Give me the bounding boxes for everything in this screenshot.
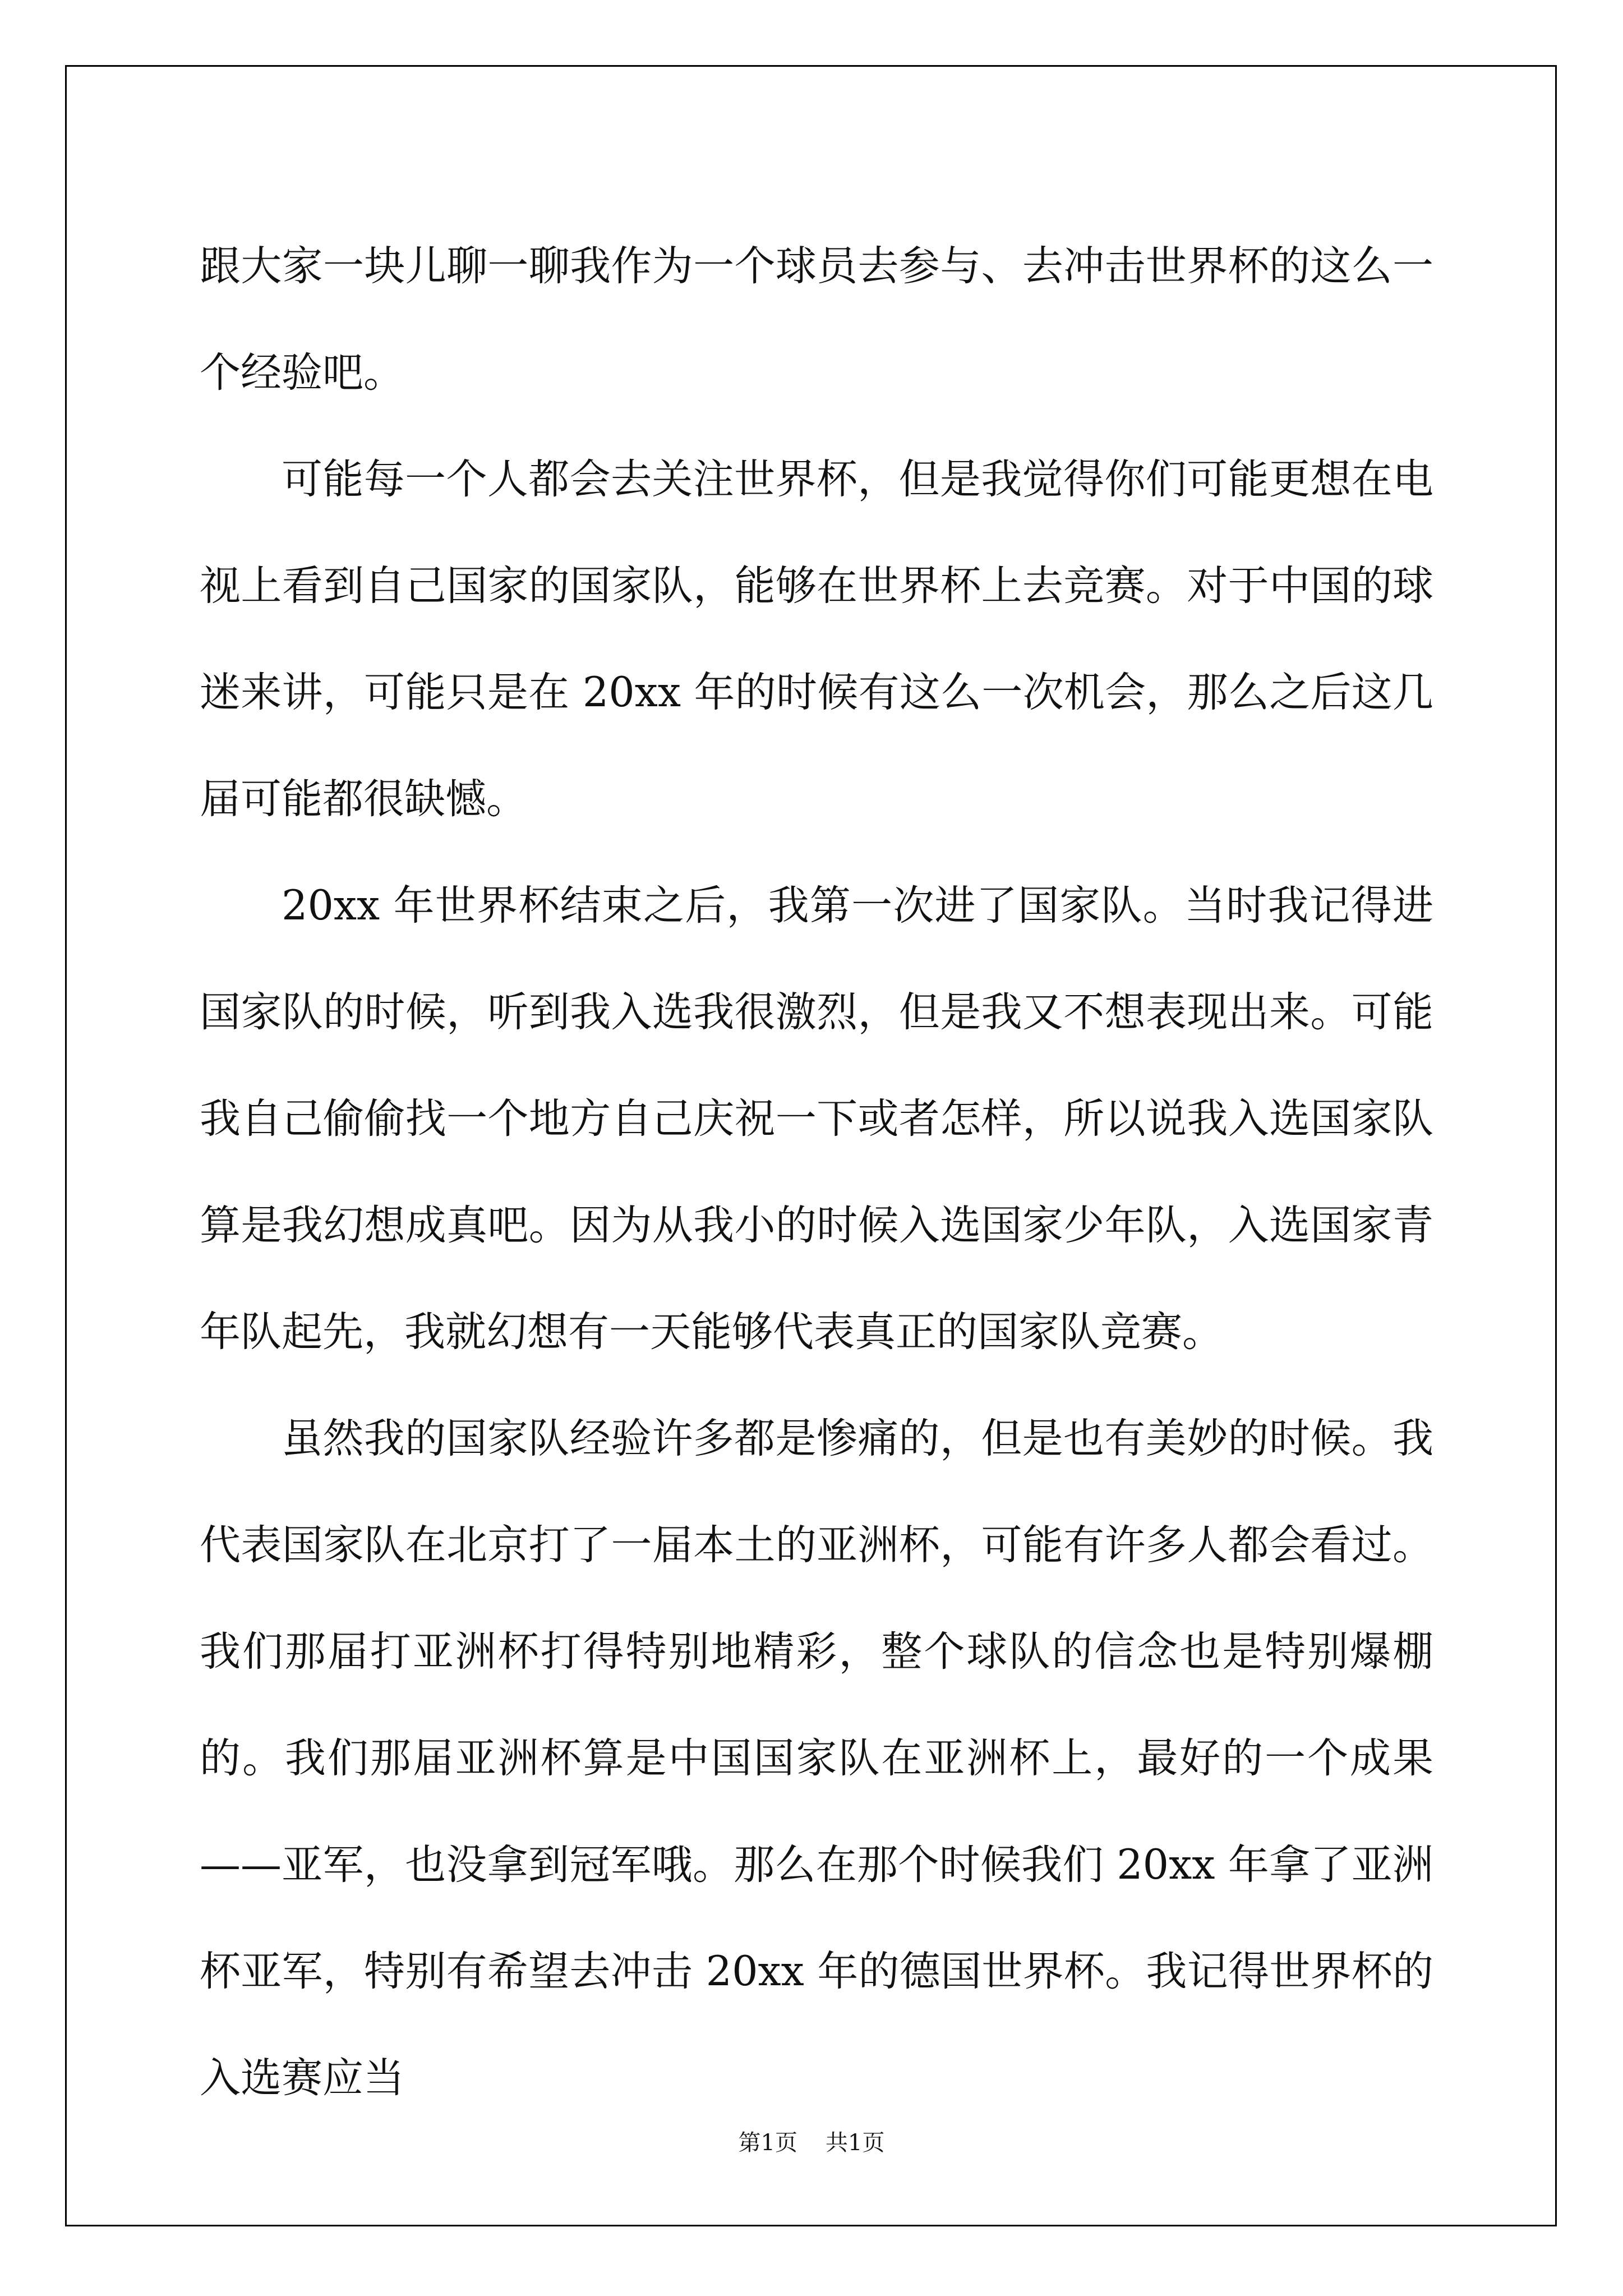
paragraph-3: 20xx 年世界杯结束之后，我第一次进了国家队。当时我记得进国家队的时候，听到我入选我很激烈，但是我又不想表现出来。可能我自己偷偷找一个地方自己庆祝一下或者怎样，所以说我入选国家队算是我幻想成真吧。因为从我小的时候入选国家少年队，入选国家青年队起先，我就幻想有一天能够代表真正的国家队竞赛。: [200, 882, 1433, 1356]
paragraph-2: 可能每一个人都会去关注世界杯，但是我觉得你们可能更想在电视上看到自己国家的国家队，能够在世界杯上去竞赛。对于中国的球迷来讲，可能只是在 20xx 年的时候有这么一次机会，那么之后这几届可能都很缺憾。: [200, 455, 1433, 823]
paragraph-1: 跟大家一块儿聊一聊我作为一个球员去参与、去冲击世界杯的这么一个经验吧。: [200, 242, 1433, 397]
paragraph-4: 虽然我的国家队经验许多都是惨痛的，但是也有美妙的时候。我代表国家队在北京打了一届本土的亚洲杯，可能有许多人都会看过。我们那届打亚洲杯打得特别地精彩，整个球队的信念也是特别爆棚的。我们那届亚洲杯算是中国国家队在亚洲杯上，最好的一个成果——亚军，也没拿到冠军哦。那么在那个时候我们 20xx 年拿了亚洲杯亚军，特别有希望去冲击 20xx 年的德国世界杯。我记得世界杯的入选赛应当: [200, 1415, 1433, 2102]
document-body: [200, 213, 1433, 2132]
page-number: 第1页: [738, 2130, 797, 2156]
page-count: 共1页: [826, 2130, 885, 2156]
page-footer: [0, 2125, 1623, 2157]
